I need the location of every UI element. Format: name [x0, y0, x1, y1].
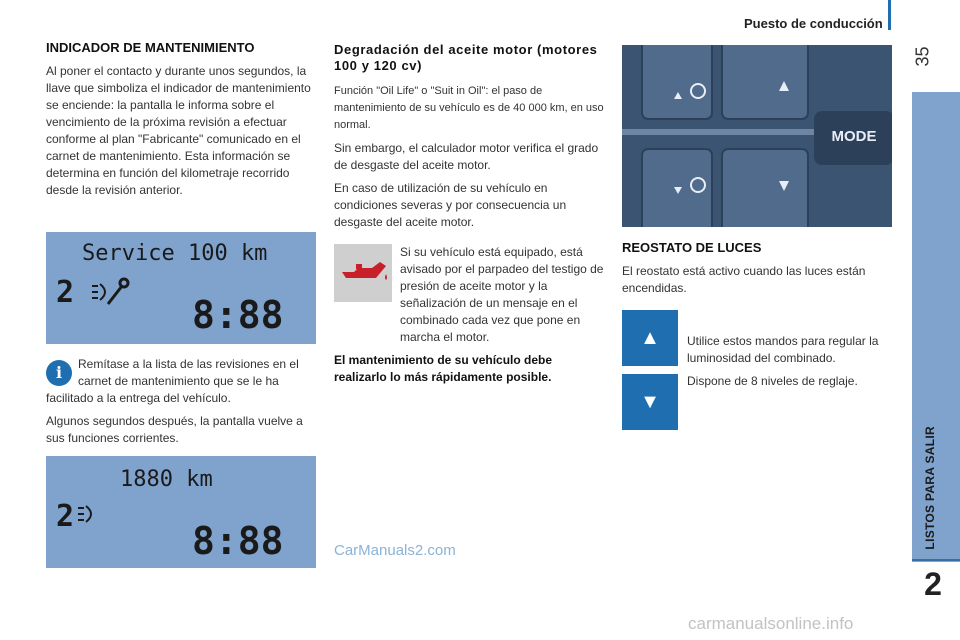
mode-button-label: MODE	[831, 128, 877, 145]
oil-bold-note: El mantenimiento de su vehículo debe realizarlo lo más rápidamente posible.	[334, 353, 553, 384]
service-display-image	[46, 232, 316, 344]
dashboard-controls-photo	[622, 45, 892, 227]
headlamp-level-icon-2	[78, 506, 91, 522]
page-number: 35	[912, 46, 933, 67]
odometer-display-image	[46, 456, 316, 568]
dimmer-heading: REOSTATO DE LUCES	[622, 240, 762, 255]
dimmer-section	[622, 240, 897, 303]
watermark-carmanuals2: CarManuals2.com	[334, 542, 456, 559]
running-header-title: Puesto de conducción	[744, 16, 883, 31]
dimmer-paragraph-1: El reostato está activo cuando las luces están encendidas.	[622, 264, 866, 295]
maintenance-paragraph: Al poner el contacto y durante unos segundos, la llave que simboliza el indicador de mantenimiento se enciende: la pantalla le informa sobre el vencimiento de la próxima revisión a efectuar conforme al plan "Fabricante" comunicado en el carnet de mantenimiento. Esta información se determina en función del kilometraje recorrido desde la revisión anterior.	[46, 64, 311, 197]
oil-pressure-warning-icon	[334, 244, 392, 302]
oil-section	[334, 42, 604, 237]
oil-heading: Degradación del aceite motor (motores 100 y 120 cv)	[334, 42, 598, 74]
after-note-text: Algunos segundos después, la pantalla vuelve a sus funciones corrientes.	[46, 414, 303, 445]
display-km-text: 1880 km	[120, 467, 213, 492]
brightness-down-glyph: ▼	[640, 390, 660, 413]
oil-warning-text: Si su vehículo está equipado, está avisado por el parpadeo del testigo de presión de aceite motor y la señalización de un mensaje en el combinado cada vez que pone en marcha el motor.	[400, 245, 604, 344]
info-note-block	[46, 356, 318, 453]
maintenance-section	[46, 40, 318, 205]
wrench-icon	[108, 279, 128, 304]
oil-paragraph-3: En caso de utilización de su vehículo en condiciones severas y por consecuencia un desgaste del aceite motor.	[334, 180, 567, 229]
display-clock: 8:88	[192, 293, 284, 337]
watermark-carmanualsonline: carmanualsonline.info	[688, 614, 854, 633]
maintenance-heading: INDICADOR DE MANTENIMIENTO	[46, 40, 255, 55]
headlamp-level-icon	[92, 284, 105, 300]
chapter-side-tab-label: LISTOS PARA SALIR	[923, 426, 937, 550]
chapter-side-tab-label-wrap	[912, 92, 948, 562]
display-gear-digit-2: 2	[56, 499, 75, 534]
service-display-graphic	[46, 232, 316, 344]
side-tab-divider	[912, 559, 960, 561]
display-clock-2: 8:88	[192, 519, 284, 563]
info-note-text: Remítase a la lista de las revisiones en el carnet de mantenimiento que se le ha facilitado a la entrega del vehículo.	[46, 357, 299, 405]
chapter-number: 2	[924, 566, 942, 602]
brightness-up-icon	[622, 310, 678, 366]
oil-warning-block	[334, 244, 604, 392]
dimmer-paragraph-3: Dispone de 8 niveles de reglaje.	[687, 374, 858, 388]
oil-paragraph-2: Sin embargo, el calculador motor verifica el grado de desgaste del aceite motor.	[334, 140, 599, 172]
dimmer-instructions	[687, 333, 897, 396]
odometer-display-graphic	[46, 456, 316, 568]
info-icon: i	[46, 360, 72, 386]
brightness-down-icon	[622, 374, 678, 430]
dimmer-paragraph-2: Utilice estos mandos para regular la luminosidad del combinado.	[687, 334, 879, 365]
brightness-up-glyph: ▲	[640, 326, 660, 349]
display-service-text: Service 100 km	[82, 241, 268, 266]
display-gear-digit: 2	[56, 275, 75, 310]
oil-paragraph-1: Función "Oil Life" o "Suit in Oil": el paso de mantenimiento de su vehículo es de 40 000 km, en uso normal.	[334, 84, 604, 131]
header-rule	[888, 0, 891, 30]
